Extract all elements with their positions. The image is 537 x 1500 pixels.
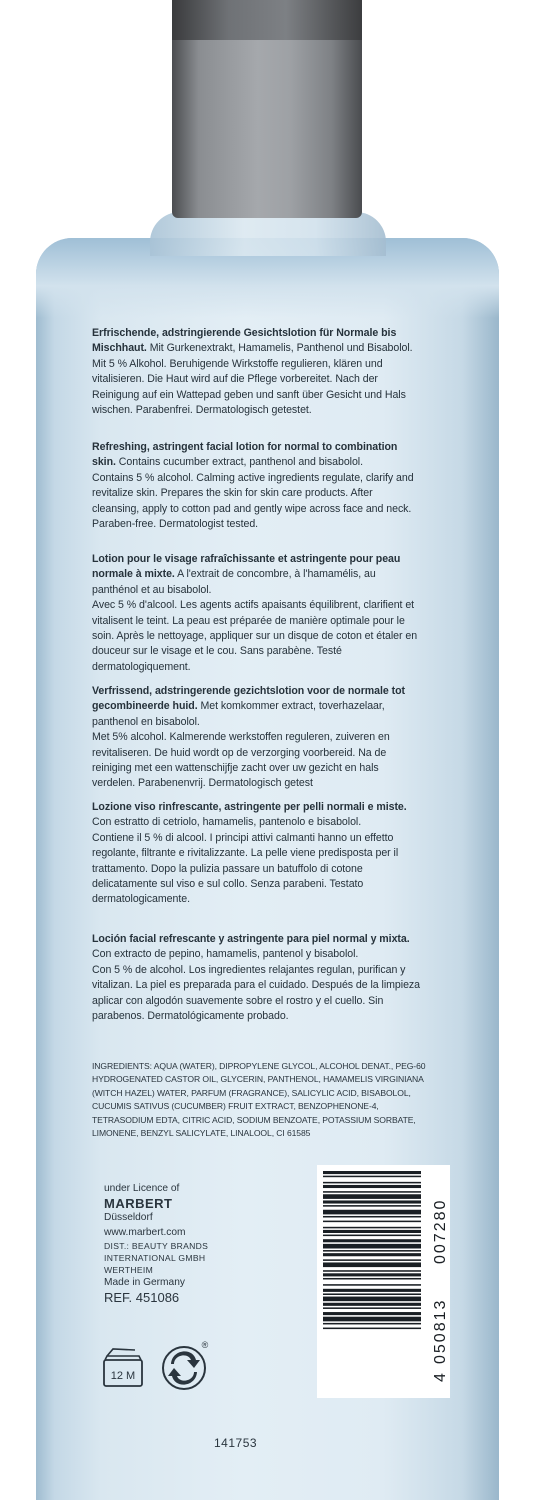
distributor-line-3: WERTHEIM: [104, 1265, 154, 1275]
licence-text: under Licence of: [104, 1183, 180, 1194]
paragraph-nl: Verfrissend, adstringerende gezichtslotion voor de normale tot gecombineerde huid. Met komkommer extract, toverhazelaar, panthenol en bisabolol. Met 5% alcohol. Kalmerende werkstoffen reguleren, zuiveren en revitaliseren. De huid wordt op de verzorging voorbereid. Na de reiniging met een wattenschijfje zacht over uw gezicht en hals verdelen. Parabenenvrij. Dermatologisch getest: [92, 685, 406, 790]
bottle-cap-top: [172, 0, 362, 40]
ref-number: REF. 451086: [104, 1289, 180, 1305]
brand-name: MARBERT: [104, 1195, 173, 1211]
paragraph-de: Erfrischende, adstringierende Gesichtslotion für Normale bis Mischhaut. Mit Gurkenextrakt, Hamamelis, Panthenol und Bisabolol. Mit 5 % Alkohol. Beruhigende Wirkstoffe regulieren, klären und vitalisieren. Die Haut wird auf die Pflege vorbereitet. Nach der Reinigung auf ein Wattepad geben und sanft über Gesicht und Hals wischen. Parabenfrei. Dermatologisch getestet.: [92, 327, 413, 417]
barcode-group-2: 007280: [432, 1198, 449, 1264]
paragraph-fr: Lotion pour le visage rafraîchissante et astringente pour peau normale à mixte. A l'extrait de concombre, à l'hamamélis, au panthénol et au bisabolol. Avec 5 % d'alcool. Les agents actifs apaisants équilibrent, clarifient et vitalisent le teint. La peau est préparée de manière optimale pour le soin. Après le nettoyage, appliquer sur un disque de coton et étaler en douceur sur le visage et le cou. Sans parabène. Testé dermatologiquement.: [92, 553, 418, 673]
registered-mark: ®: [201, 1340, 209, 1350]
manufacturer-address: [104, 1182, 208, 1305]
green-dot-recycle-icon: [160, 1338, 210, 1392]
period-after-opening-icon: [99, 1346, 147, 1392]
origin-text: Made in Germany: [104, 1277, 185, 1288]
barcode-lead-digit: 4: [432, 1373, 449, 1382]
lot-number: 141753: [214, 1436, 258, 1450]
paragraph-en: Refreshing, astringent facial lotion for normal to combination skin. Contains cucumber extract, panthenol and bisabolol. Contains 5 % alcohol. Calming active ingredients regulate, clarify and revitalize skin. Prepares the skin for skin care products. After cleansing, apply to cotton pad and gently wipe across face and neck. Paraben-free. Dermatologist tested.: [92, 441, 414, 531]
bottle-neck: [150, 212, 386, 256]
barcode-digits: [345, 1168, 457, 1394]
paragraph-it: Lozione viso rinfrescante, astringente per pelli normali e miste. Con estratto di cetriolo, hamamelis, pantenolo e bisabolol. Contiene il 5 % di alcool. I principi attivi calmanti hanno un effetto regolante, filtrante e rivitalizzante. La pelle viene predisposta per il trattamento. Dopo la pulizia passare un batuffolo di cotone delicatamente sul viso e sul collo. Senza parabeni. Testato dermatologicamente.: [92, 801, 407, 906]
barcode-group-1: 050813: [432, 1298, 449, 1364]
city-text: Düsseldorf: [104, 1212, 153, 1223]
paragraph-es: Loción facial refrescante y astringente para piel normal y mixta. Con extracto de pepino, hamamelis, pantenol y bisabolol. Con 5 % de alcohol. Los ingredientes relajantes regulan, purifican y vitalizan. La piel es preparada para el cuidado. Después de la limpieza aplicar con algodón suavemente sobre el rostro y el cuello. Sin parabenos. Dermatológicamente probado.: [92, 933, 421, 1023]
distributor-line-2: INTERNATIONAL GMBH: [104, 1253, 206, 1263]
ingredients-list: INGREDIENTS: AQUA (WATER), DIPROPYLENE GLYCOL, ALCOHOL DENAT., PEG-60 HYDROGENATED CASTOR OIL, GLYCERIN, PANTHENOL, HAMAMELIS VIRGINIANA (WITCH HAZEL) WATER, PARFUM (FRAGRANCE), SALICYLIC ACID, BISABOLOL, CUCUMIS SATIVUS (CUCUMBER) FRUIT EXTRACT, BENZOPHENONE-4, TETRASODIUM EDTA, CITRIC ACID, SODIUM BENZOATE, POTASSIUM SORBATE, LIMONENE, BENZYL SALICYLATE, LINALOOL, CI 61585: [92, 1061, 426, 1139]
distributor-line-1: DIST.: BEAUTY BRANDS: [104, 1241, 209, 1251]
pao-label: 12 M: [110, 1370, 136, 1382]
website-text: www.marbert.com: [104, 1226, 186, 1238]
